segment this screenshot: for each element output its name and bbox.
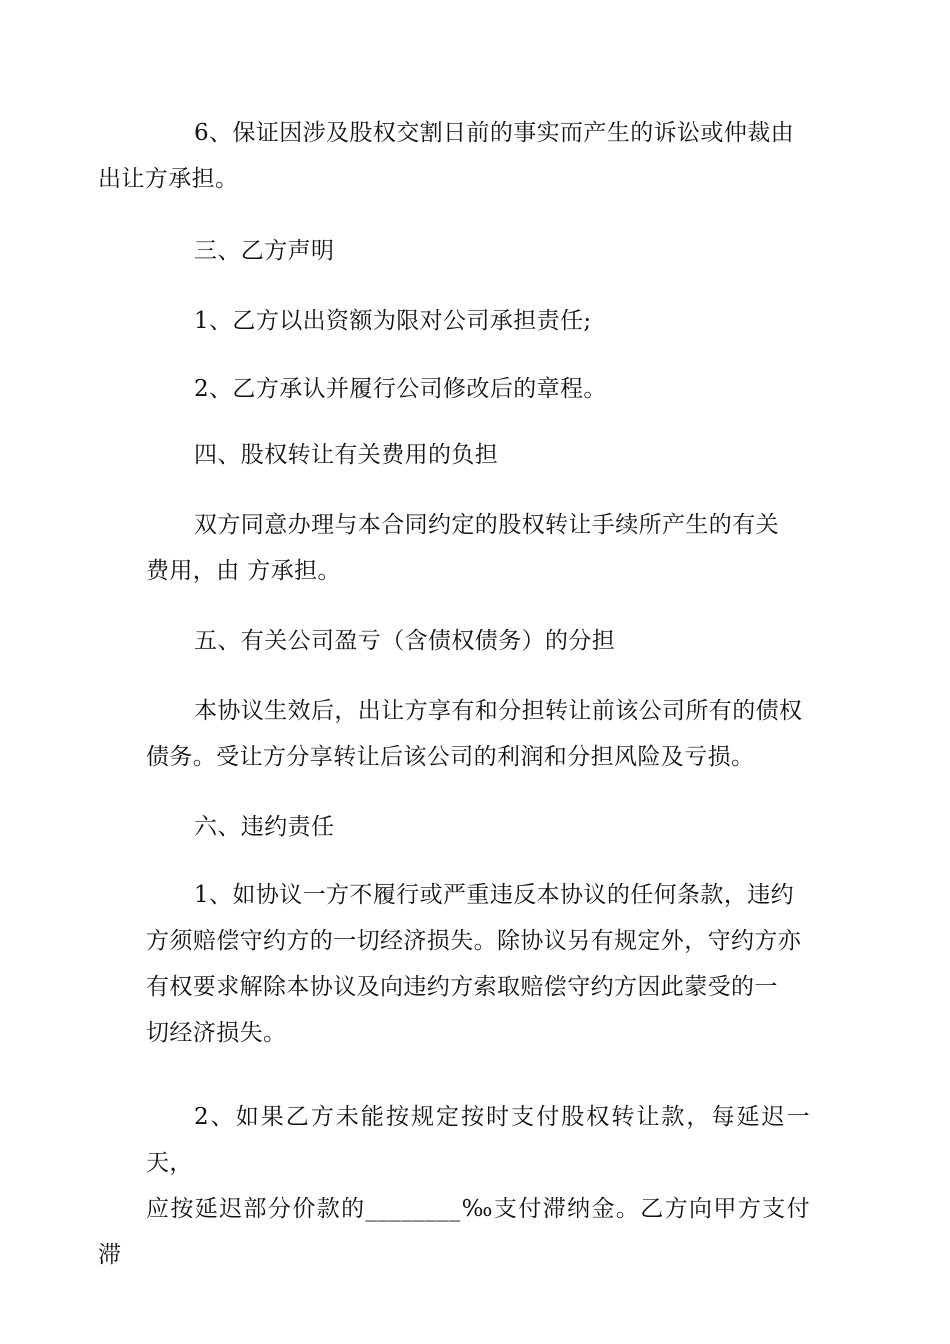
section-heading-6 [146,804,810,850]
section-heading-3 [146,228,810,274]
text-line: 1、乙方以出资额为限对公司承担责任; [194,308,592,334]
paragraph-guarantee-litigation [98,110,810,202]
text-line: 1、如协议一方不履行或严重违反本协议的任何条款，违约 [194,882,795,908]
text-line: 本协议生效后，出让方享有和分担转让前该公司所有的债权 [194,698,803,724]
paragraph-party-b-liability [146,298,810,344]
text-line: 6、保证因涉及股权交割日前的事实而产生的诉讼或仲裁由 [194,120,795,146]
heading-text: 五、有关公司盈亏（含债权债务）的分担 [194,628,616,654]
paragraph-transfer-fees [146,502,810,594]
text-line: 双方同意办理与本合同约定的股权转让手续所产生的有关 [194,512,779,538]
text-line: 2、如果乙方未能按规定按时支付股权转让款，每延迟一天， [146,1104,810,1176]
heading-text: 六、违约责任 [194,814,335,840]
text-line: 有权要求解除本协议及向违约方索取赔偿守约方因此蒙受的一 [146,974,778,1000]
text-line: 出让方承担。 [98,166,239,192]
paragraph-profit-loss [146,688,810,780]
paragraph-party-b-articles [146,366,810,412]
text-line: 方须赔偿守约方的一切经济损失。除协议另有规定外，守约方亦 [146,928,802,954]
heading-text: 四、股权转让有关费用的负担 [194,442,499,468]
text-line: 应按延迟部分价款的________‰支付滞纳金。乙方向甲方支付滞 [98,1196,810,1268]
heading-text: 三、乙方声明 [194,238,335,264]
text-line: 债务。受让方分享转让后该公司的利润和分担风险及亏损。 [146,744,755,770]
section-heading-4 [146,432,810,478]
text-line: 2、乙方承认并履行公司修改后的章程。 [194,376,607,402]
section-heading-5 [146,618,810,664]
text-line: 费用，由 方承担。 [146,558,341,584]
paragraph-late-payment [98,1094,810,1278]
text-line: 切经济损失。 [146,1020,287,1046]
paragraph-breach-compensation [146,872,810,1056]
